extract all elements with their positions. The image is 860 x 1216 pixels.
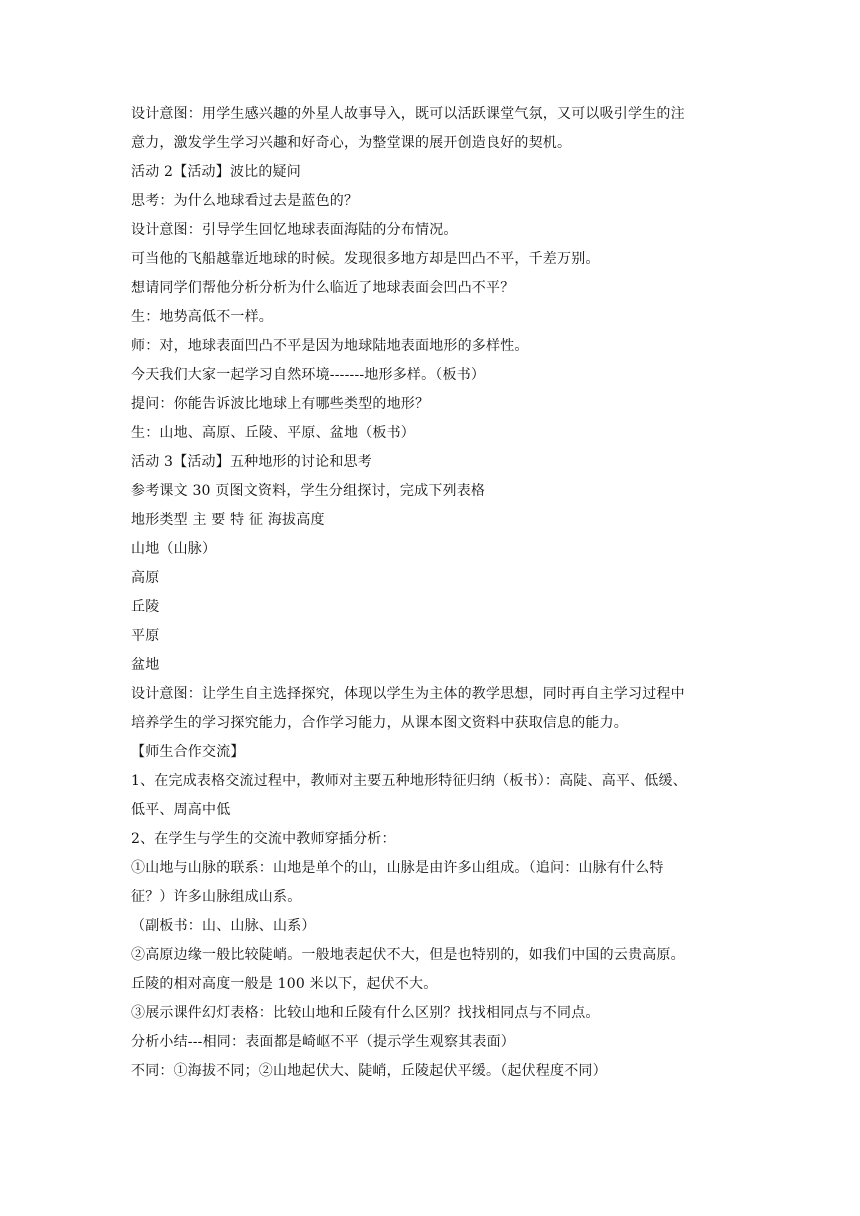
text-line: 提问：你能告诉波比地球上有哪些类型的地形？ [131,396,430,412]
text-line: 2、在学生与学生的交流中教师穿插分析： [131,831,396,847]
document-body [131,100,731,1086]
text-line: ③展示课件幻灯表格：比较山地和丘陵有什么区别？找找相同点与不同点。 [131,1005,600,1021]
text-line: 可当他的飞船越靠近地球的时候。发现很多地方却是凹凸不平，千差万别。 [131,251,600,267]
text-line: 生：山地、高原、丘陵、平原、盆地（板书） [131,425,415,441]
text-line: 不同：①海拔不同；②山地起伏大、陡峭，丘陵起伏平缓。（起伏程度不同） [131,1063,607,1079]
section-heading: 活动 3【活动】五种地形的讨论和思考 [131,454,372,470]
text-line: ②高原边缘一般比较陡峭。一般地表起伏不大，但是也特别的，如我们中国的云贵高原。 [131,947,685,963]
text-line: 分析小结---相同：表面都是崎岖不平（提示学生观察其表面） [131,1034,515,1050]
text-line: 想请同学们帮他分析分析为什么临近了地球表面会凹凸不平？ [131,280,515,296]
text-line: 征？）许多山脉组成山系。 [131,889,302,905]
text-line: 设计意图：引导学生回忆地球表面海陆的分布情况。 [131,222,458,238]
text-line: 1、在完成表格交流过程中，教师对主要五种地形特征归纳（板书）：高陡、高平、低缓、 [131,773,687,789]
text-line: 意力，激发学生学习兴趣和好奇心，为整堂课的展开创造良好的契机。 [131,135,572,151]
table-row-label: 高原 [131,570,160,586]
table-row-label: 盆地 [131,657,160,673]
text-line: ①山地与山脉的联系：山地是单个的山，山脉是由许多山组成。（追问：山脉有什么特 [131,860,664,876]
text-line: 培养学生的学习探究能力，合作学习能力，从课本图文资料中获取信息的能力。 [131,715,628,731]
text-line: 设计意图：用学生感兴趣的外星人故事导入，既可以活跃课堂气氛，又可以吸引学生的注 [131,106,685,122]
text-line: 今天我们大家一起学习自然环境-------地形多样。（板书） [131,367,486,383]
text-line: （副板书：山、山脉、山系） [131,918,316,934]
section-heading: 活动 2【活动】波比的疑问 [131,164,301,180]
text-line: 参考课文 30 页图文资料，学生分组探讨，完成下列表格 [131,483,486,499]
text-line: 丘陵的相对高度一般是 100 米以下，起伏不大。 [131,976,438,992]
table-header-line: 地形类型 主 要 特 征 海拔高度 [131,512,325,528]
text-line: 设计意图：让学生自主选择探究，体现以学生为主体的教学思想，同时再自主学习过程中 [131,686,685,702]
table-row-label: 山地（山脉） [131,541,217,557]
section-heading: 【师生合作交流】 [131,744,245,760]
table-row-label: 丘陵 [131,599,160,615]
text-line: 生：地势高低不一样。 [131,309,273,325]
text-line: 师：对，地球表面凹凸不平是因为地球陆地表面地形的多样性。 [131,338,529,354]
text-line: 低平、周高中低 [131,802,231,818]
text-line: 思考：为什么地球看过去是蓝色的？ [131,193,359,209]
table-row-label: 平原 [131,628,160,644]
